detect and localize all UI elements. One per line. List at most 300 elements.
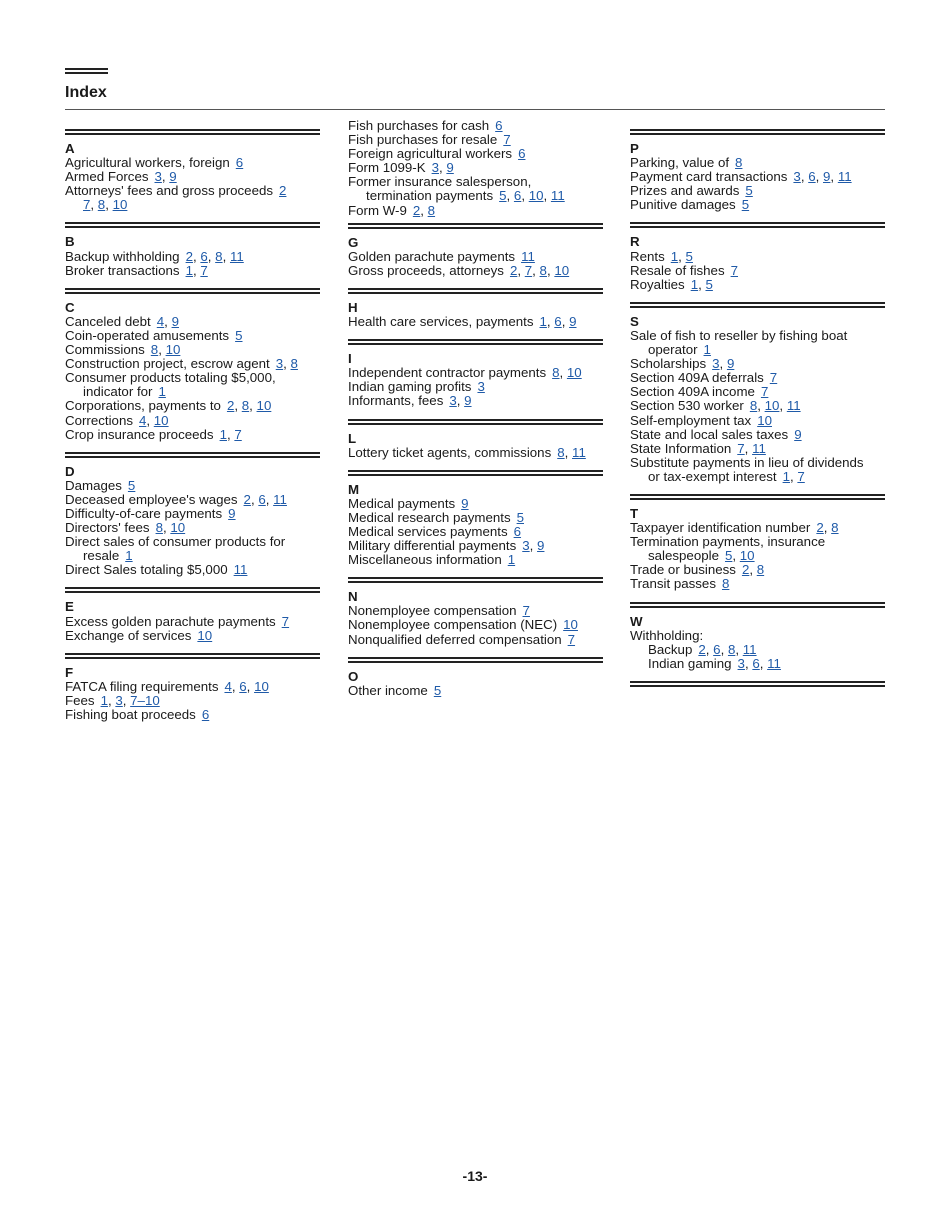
page-refs <box>279 183 286 198</box>
page-ref-link[interactable]: 1 <box>782 468 790 484</box>
page-refs: 4, 10 <box>138 412 169 428</box>
page-refs <box>745 183 752 198</box>
page-ref-link[interactable]: 9 <box>794 426 802 442</box>
index-entry <box>348 633 603 647</box>
page-ref-link[interactable]: 8 <box>831 520 839 536</box>
page-ref-link[interactable]: 4 <box>224 678 232 694</box>
page-number: -13- <box>462 1168 488 1184</box>
entry-text: Withholding: <box>630 627 704 643</box>
page-refs <box>508 552 515 567</box>
entry-text: Lottery ticket agents, commissions <box>348 444 552 460</box>
entry-text: Sale of fish to reseller by fishing boat <box>630 327 848 343</box>
index-entry <box>630 521 885 535</box>
page-refs: 5, 6, 10, 11 <box>499 188 565 204</box>
section-rule <box>348 470 603 476</box>
page-ref-link[interactable]: 5 <box>705 276 713 292</box>
section-rule <box>65 452 320 458</box>
continued-entries <box>348 119 603 218</box>
entry-text: termination payments <box>366 188 494 204</box>
page-ref-link[interactable]: 9 <box>171 313 179 329</box>
page-ref-link[interactable]: 9 <box>726 356 735 372</box>
page-refs: 2, 6, 11 <box>243 491 287 507</box>
section-letter: E <box>65 599 74 615</box>
page-ref-link[interactable]: 6 <box>201 707 210 722</box>
page-refs: 2, 8 <box>412 202 436 218</box>
page-ref-link[interactable]: 10 <box>554 262 570 278</box>
page-refs <box>761 384 768 399</box>
page-ref-link[interactable]: 5 <box>499 188 507 204</box>
page-ref-link[interactable]: 8 <box>427 202 436 218</box>
page-ref-link[interactable]: 10 <box>165 342 181 358</box>
section-letter: H <box>348 299 358 315</box>
index-entry <box>348 497 603 511</box>
page-ref-link[interactable]: 6 <box>258 491 266 507</box>
page-ref-link[interactable]: 3 <box>522 538 530 554</box>
page-ref-link[interactable]: 6 <box>513 188 522 204</box>
page-ref-link[interactable]: 2 <box>816 520 824 536</box>
page-ref-link[interactable]: 10 <box>528 188 544 204</box>
closing-rule <box>630 681 885 687</box>
page-ref-link[interactable]: 3 <box>712 356 720 372</box>
page-ref-link[interactable]: 10 <box>254 678 269 694</box>
index-entry <box>65 493 320 507</box>
page-ref-link[interactable]: 6 <box>713 641 721 657</box>
page-ref-link[interactable]: 8 <box>97 197 106 213</box>
index-entry <box>630 535 885 549</box>
page-ref-link[interactable]: 1 <box>158 384 166 400</box>
index-entry <box>65 399 320 413</box>
entry-text: indicator for <box>83 384 153 400</box>
page-ref-link[interactable]: 11 <box>742 641 757 657</box>
page-ref-link[interactable]: 6 <box>752 655 760 671</box>
page-ref-link[interactable]: 8 <box>756 562 765 578</box>
page-ref-link[interactable]: 1 <box>125 548 133 564</box>
page-ref-link[interactable]: 8 <box>241 398 250 414</box>
index-entry <box>65 329 320 343</box>
page-ref-link[interactable]: 8 <box>721 576 730 592</box>
page-ref-link[interactable]: 8 <box>215 248 223 264</box>
page-ref-link[interactable]: 7 <box>769 370 778 386</box>
section-rule <box>348 223 603 229</box>
page-ref-link[interactable]: 6 <box>808 169 816 185</box>
entry-text: Payment card transactions <box>630 169 788 185</box>
page-refs: 2, 6, 8, 11 <box>185 248 244 264</box>
index-entry <box>348 147 603 161</box>
entry-text: Independent contractor payments <box>348 365 547 381</box>
index-entry <box>65 629 320 643</box>
page-ref-link[interactable]: 8 <box>290 356 298 372</box>
entry-text: Direct Sales totaling $5,000 <box>65 562 228 578</box>
page-ref-link[interactable]: 10 <box>563 617 578 633</box>
page-refs <box>197 628 212 643</box>
page-ref-link[interactable]: 5 <box>745 183 753 199</box>
page-refs <box>742 197 749 212</box>
page-title: Index <box>65 84 107 101</box>
entry-text: Fishing boat proceeds <box>65 707 196 722</box>
page-ref-link[interactable]: 2 <box>185 248 193 264</box>
page-refs <box>731 263 738 278</box>
index-entry <box>348 684 603 698</box>
page-ref-link[interactable]: 3 <box>737 655 745 671</box>
entry-text: Damages <box>65 477 122 493</box>
page-refs: 5, 10 <box>724 548 755 564</box>
section-rule <box>630 602 885 608</box>
page-ref-link[interactable]: 9 <box>461 495 469 511</box>
page-ref-link[interactable]: 6 <box>495 118 503 133</box>
page-ref-link[interactable]: 8 <box>539 262 547 278</box>
index-entry <box>348 525 603 539</box>
index-entry-continued <box>630 470 885 484</box>
index-entry-continued <box>348 189 603 203</box>
entry-text: Deceased employee's wages <box>65 491 238 507</box>
page-refs: 1, 7 <box>782 468 805 484</box>
page-ref-link[interactable]: 3 <box>477 379 485 395</box>
index-entry <box>65 371 320 385</box>
entry-text: Termination payments, insurance <box>630 534 826 550</box>
entry-text: Scholarships <box>630 356 707 372</box>
page-ref-link[interactable]: 10 <box>170 520 186 536</box>
page-ref-link[interactable]: 7 <box>730 262 739 278</box>
page-ref-link[interactable]: 1 <box>539 314 547 330</box>
index-section-d <box>65 452 320 578</box>
index-entry <box>348 553 603 567</box>
page-refs <box>235 328 242 343</box>
page-ref-link[interactable]: 3 <box>431 160 439 176</box>
page-ref-link[interactable]: 5 <box>127 477 136 493</box>
entry-text: Parking, value of <box>630 155 730 171</box>
page-ref-link[interactable]: 2 <box>509 262 518 278</box>
index-entry-continued <box>630 343 885 357</box>
entry-text: Nonemployee compensation (NEC) <box>348 617 558 633</box>
page-ref-link[interactable]: 10 <box>197 627 213 643</box>
page-ref-link[interactable]: 9 <box>823 169 831 185</box>
entry-text: Armed Forces <box>65 169 149 185</box>
page-refs: 2, 8, 10 <box>226 398 272 414</box>
page-ref-link[interactable]: 7 <box>83 197 91 213</box>
entry-text: Golden parachute payments <box>348 248 516 264</box>
section-letter: W <box>630 613 643 629</box>
page-ref-link[interactable]: 10 <box>764 398 780 414</box>
page-refs: 4, 9 <box>156 313 179 329</box>
page-refs: 4, 6, 10 <box>224 678 269 694</box>
page-refs: 3, 9 <box>154 169 177 185</box>
page-ref-link[interactable]: 11 <box>837 169 852 185</box>
page-refs: 2, 8 <box>816 520 839 536</box>
page-refs: 8, 10 <box>552 365 582 381</box>
page-ref-link[interactable]: 4 <box>156 313 165 329</box>
page-ref-link[interactable]: 8 <box>557 444 565 460</box>
page-ref-link[interactable]: 2 <box>243 491 251 507</box>
page-ref-link[interactable]: 1 <box>219 426 227 442</box>
index-entry <box>630 563 885 577</box>
page-ref-link[interactable]: 1 <box>100 692 108 708</box>
top-decor-rule <box>65 68 108 70</box>
page-ref-link[interactable]: 11 <box>752 440 766 456</box>
page-ref-link[interactable]: 7 <box>524 262 533 278</box>
page-ref-link[interactable]: 9 <box>169 169 177 185</box>
section-letter: O <box>348 668 359 684</box>
page-ref-link[interactable]: 5 <box>235 327 243 343</box>
page-ref-link[interactable]: 11 <box>572 444 586 460</box>
page-ref-link[interactable]: 5 <box>685 248 693 264</box>
entry-text: Canceled debt <box>65 313 151 329</box>
index-entry <box>348 175 603 189</box>
index-entry <box>630 278 885 292</box>
entry-text: resale <box>83 548 120 564</box>
page-refs <box>704 342 711 357</box>
page-ref-link[interactable]: 10 <box>566 365 582 381</box>
page-refs <box>128 478 135 493</box>
entry-text: Former insurance salesperson, <box>348 174 532 190</box>
page-refs <box>158 384 165 399</box>
page-ref-link[interactable]: 5 <box>516 509 524 525</box>
page-ref-link[interactable]: 10 <box>757 412 772 428</box>
index-entry <box>348 446 603 460</box>
section-rule <box>65 288 320 294</box>
index-entry <box>348 380 603 394</box>
page-ref-link[interactable]: 7 <box>503 132 511 148</box>
page-ref-link[interactable]: 1 <box>507 552 516 568</box>
entry-text: Taxpayer identification number <box>630 520 811 536</box>
page-ref-link[interactable]: 10 <box>112 197 128 213</box>
index-entry <box>65 170 320 184</box>
page-ref-link[interactable]: 6 <box>518 146 526 162</box>
page-ref-link[interactable]: 11 <box>521 248 535 264</box>
page-ref-link[interactable]: 1 <box>690 276 699 292</box>
page-ref-link[interactable]: 2 <box>412 202 421 218</box>
index-entry <box>65 615 320 629</box>
page-ref-link[interactable]: 7 <box>797 468 805 484</box>
page-refs: 8, 10 <box>150 342 181 358</box>
index-entry <box>630 264 885 278</box>
index-entry <box>348 604 603 618</box>
index-section-n <box>348 577 603 646</box>
section-rule <box>348 288 603 294</box>
index-entry-continued <box>630 549 885 563</box>
index-column-1 <box>65 124 320 732</box>
page-ref-link[interactable]: 11 <box>786 398 801 414</box>
page-ref-link[interactable]: 7 <box>567 631 576 647</box>
page-ref-link[interactable]: 9 <box>569 314 577 330</box>
page-ref-link[interactable]: 6 <box>513 523 522 539</box>
page-ref-link[interactable]: 9 <box>228 505 236 521</box>
page-ref-link[interactable]: 1 <box>670 248 679 264</box>
entry-text: Nonemployee compensation <box>348 603 517 619</box>
page-refs <box>228 506 235 521</box>
entry-text: Medical research payments <box>348 509 511 525</box>
page-ref-link[interactable]: 6 <box>554 314 562 330</box>
page-refs <box>434 683 441 698</box>
page-ref-link[interactable]: 1 <box>185 262 193 278</box>
entry-text: State Information <box>630 440 732 456</box>
page-refs <box>461 496 468 511</box>
entry-text: Attorneys' fees and gross proceeds <box>65 183 274 199</box>
index-column-2 <box>348 118 603 708</box>
page-refs <box>503 132 510 147</box>
page-ref-link[interactable]: 2 <box>226 398 235 414</box>
section-rule <box>630 129 885 135</box>
page-ref-link[interactable]: 7–10 <box>130 692 160 708</box>
entry-text: Section 409A deferrals <box>630 370 764 386</box>
section-letter: N <box>348 589 358 605</box>
section-rule <box>630 222 885 228</box>
entry-text: Indian gaming profits <box>348 379 472 395</box>
page-ref-link[interactable]: 7 <box>200 262 208 278</box>
entry-text: Form W-9 <box>348 202 407 218</box>
page-ref-link[interactable]: 7 <box>522 603 530 619</box>
page-ref-link[interactable]: 8 <box>727 641 736 657</box>
entry-text: Consumer products totaling $5,000, <box>65 370 276 386</box>
page-ref-link[interactable]: 8 <box>735 155 743 171</box>
index-entry-continued <box>65 549 320 563</box>
page-ref-link[interactable]: 7 <box>234 426 242 442</box>
entry-text: Difficulty-of-care payments <box>65 505 223 521</box>
index-entry <box>348 119 603 133</box>
page-refs <box>794 427 801 442</box>
index-section-w <box>630 602 885 671</box>
page-ref-link[interactable]: 8 <box>749 398 758 414</box>
index-section-m <box>348 470 603 568</box>
entry-text: Form 1099-K <box>348 160 426 176</box>
page-ref-link[interactable]: 4 <box>138 412 147 428</box>
page-ref-link[interactable]: 2 <box>741 562 750 578</box>
page-refs <box>517 510 524 525</box>
index-section-s <box>630 302 885 484</box>
page-ref-link[interactable]: 5 <box>741 197 750 213</box>
page-ref-link[interactable]: 3 <box>154 169 162 185</box>
index-entry <box>348 133 603 147</box>
entry-text: Punitive damages <box>630 197 736 213</box>
index-section-i <box>348 339 603 408</box>
index-entry <box>348 250 603 264</box>
section-letter: F <box>65 664 74 680</box>
index-section-c <box>65 288 320 442</box>
page-ref-link[interactable]: 11 <box>550 188 565 204</box>
index-section-r <box>630 222 885 291</box>
index-section-f <box>65 653 320 722</box>
index-entry <box>65 680 320 694</box>
section-rule <box>630 494 885 500</box>
entry-text: Construction project, escrow agent <box>65 356 270 372</box>
page-ref-link[interactable]: 6 <box>235 155 244 171</box>
index-section-p <box>630 129 885 212</box>
page-ref-link[interactable]: 10 <box>153 412 169 428</box>
entry-text: Direct sales of consumer products for <box>65 534 286 550</box>
index-entry <box>65 184 320 198</box>
index-entry <box>65 428 320 442</box>
index-section-b <box>65 222 320 277</box>
page-ref-link[interactable]: 9 <box>464 393 472 409</box>
page-ref-link[interactable]: 6 <box>200 248 208 264</box>
index-section-o <box>348 657 603 698</box>
entry-text: Miscellaneous information <box>348 552 502 568</box>
index-entry <box>65 708 320 722</box>
page-ref-link[interactable]: 5 <box>724 548 733 564</box>
page-refs: 3, 9 <box>522 538 545 554</box>
index-entry <box>65 479 320 493</box>
page-ref-link[interactable]: 7 <box>737 440 745 456</box>
section-rule <box>630 302 885 308</box>
page-ref-link[interactable]: 3 <box>275 356 284 372</box>
page-ref-link[interactable]: 6 <box>239 678 247 694</box>
page-ref-link[interactable]: 3 <box>793 169 801 185</box>
index-section-a <box>65 129 320 212</box>
page-ref-link[interactable]: 10 <box>256 398 272 414</box>
section-letter: A <box>65 141 75 156</box>
page-refs: 8, 10, 11 <box>749 398 801 414</box>
section-letter: P <box>630 141 639 156</box>
page-refs: 1, 5 <box>690 276 713 292</box>
index-entry <box>348 511 603 525</box>
page-ref-link[interactable]: 3 <box>449 393 457 409</box>
entry-text: salespeople <box>648 548 719 564</box>
page-refs <box>568 632 575 647</box>
page-ref-link[interactable]: 11 <box>233 562 248 578</box>
index-entry <box>630 414 885 428</box>
page-ref-link[interactable]: 3 <box>115 692 123 708</box>
entry-text: Exchange of services <box>65 627 192 643</box>
index-entry <box>348 539 603 553</box>
index-entry-continued: 7, 8, 10 <box>83 197 128 213</box>
index-section-t <box>630 494 885 592</box>
index-entry <box>65 343 320 357</box>
page-ref-link[interactable]: 9 <box>537 538 545 554</box>
entry-text: Medical payments <box>348 495 456 511</box>
page-refs <box>523 603 530 618</box>
page-ref-link[interactable]: 11 <box>229 248 244 264</box>
page-refs: 1, 5 <box>670 248 693 264</box>
entry-text: Health care services, payments <box>348 314 534 330</box>
page-ref-link[interactable]: 8 <box>552 365 560 381</box>
index-entry <box>65 315 320 329</box>
page-ref-link[interactable]: 10 <box>739 548 755 564</box>
page-refs: 7, 11 <box>737 440 766 456</box>
entry-text: Directors' fees <box>65 520 150 536</box>
page-ref-link[interactable]: 7 <box>281 613 290 629</box>
index-section-l <box>348 419 603 460</box>
page-refs <box>757 413 772 428</box>
page-ref-link[interactable]: 2 <box>279 183 287 199</box>
section-letter: L <box>348 430 357 446</box>
index-entry <box>348 204 603 218</box>
index-entry <box>630 456 885 470</box>
index-entry <box>630 442 885 456</box>
index-entry <box>630 170 885 184</box>
page-ref-link[interactable]: 8 <box>150 342 159 358</box>
entry-text: Fees <box>65 692 95 708</box>
page-refs: 2, 8 <box>741 562 765 578</box>
page-ref-link[interactable]: 1 <box>703 342 711 358</box>
page-refs: 1, 7 <box>219 426 242 442</box>
page-ref-link[interactable]: 8 <box>155 520 163 536</box>
page-ref-link[interactable]: 11 <box>273 491 287 507</box>
page-ref-link[interactable]: 11 <box>767 655 781 671</box>
page-ref-link[interactable]: 7 <box>760 384 769 400</box>
entry-text: Indian gaming <box>648 655 732 671</box>
page-refs <box>236 155 243 170</box>
entry-text: Corporations, payments to <box>65 398 221 414</box>
index-entry <box>65 563 320 577</box>
page-ref-link[interactable]: 5 <box>433 682 442 698</box>
section-letter: R <box>630 234 640 250</box>
index-section-h <box>348 288 603 329</box>
page-refs: 3, 9 <box>449 393 472 409</box>
page-ref-link[interactable]: 2 <box>698 641 706 657</box>
index-entry <box>630 399 885 413</box>
page-ref-link[interactable]: 9 <box>446 160 454 176</box>
index-entry <box>65 535 320 549</box>
section-rule <box>65 587 320 593</box>
